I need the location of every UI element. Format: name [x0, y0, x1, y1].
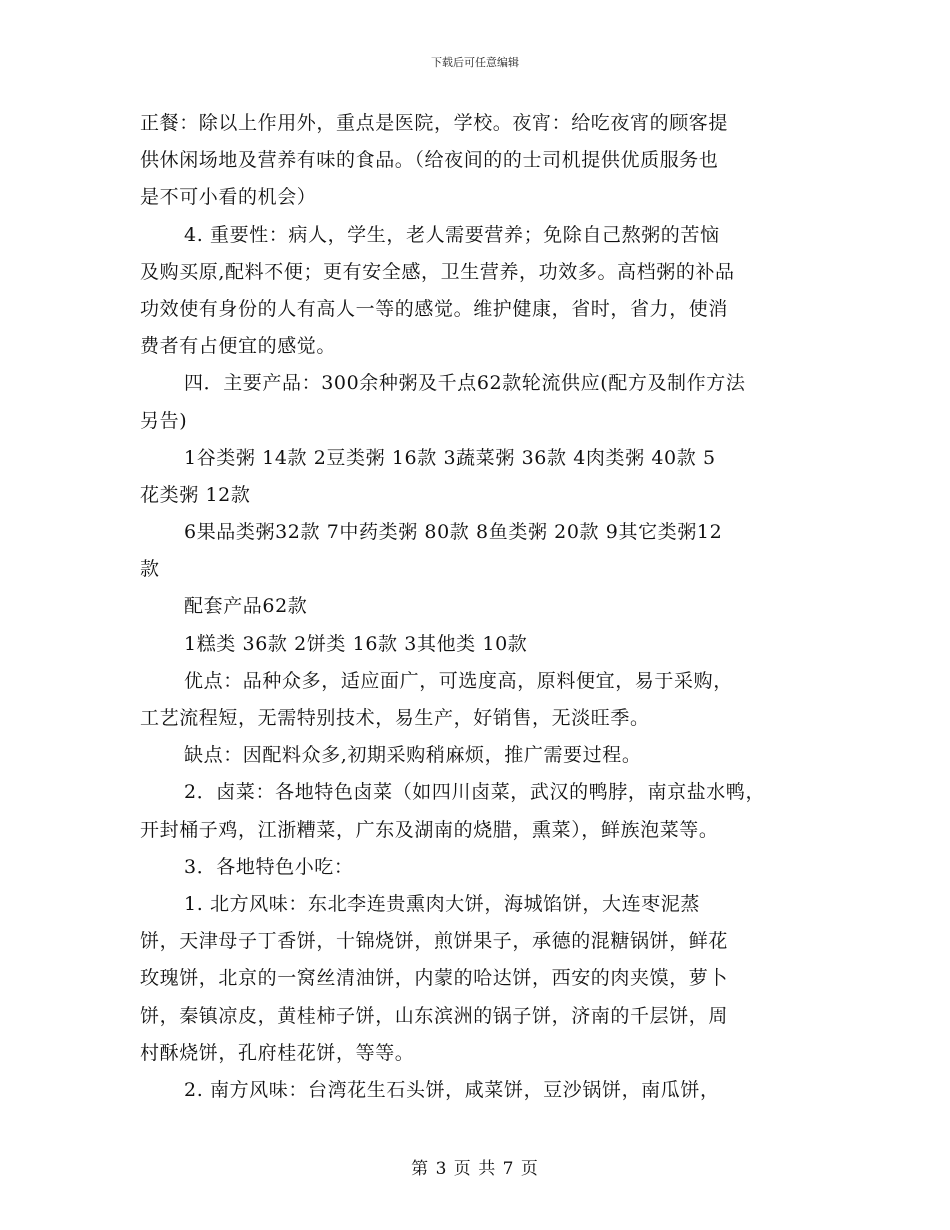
page-header: 下载后可任意编辑 — [431, 56, 519, 69]
text-line: 款 — [140, 558, 160, 581]
text-line: 玫瑰饼，北京的一窝丝清油饼，内蒙的哈达饼，西安的肉夹馍，萝卜 — [140, 967, 729, 990]
text-line: 另告) — [140, 409, 188, 432]
text-line: 优点：品种众多，适应面广，可选度高，原料便宜，易于采购， — [184, 669, 733, 692]
text-line: 缺点：因配料众多,初期采购稍麻烦，推广需要过程。 — [184, 744, 642, 767]
text-line: 1谷类粥 14款 2豆类粥 16款 3蔬菜粥 36款 4肉类粥 40款 5 — [184, 446, 716, 469]
text-line: 1糕类 36款 2饼类 16款 3其他类 10款 — [184, 632, 528, 655]
text-line: 四．主要产品：300余种粥及千点62款轮流供应(配方及制作方法 — [184, 372, 746, 395]
text-line: 2. 南方风味：台湾花生石头饼，咸菜饼，豆沙锅饼，南瓜饼， — [184, 1078, 720, 1101]
text-line: 2．卤菜：各地特色卤菜（如四川卤菜，武汉的鸭脖，南京盐水鸭， — [184, 781, 766, 804]
page-number-footer: 第 3 页 共 7 页 — [411, 1159, 539, 1179]
text-line: 配套产品62款 — [184, 595, 308, 618]
text-line: 村酥烧饼，孔府桂花饼，等等。 — [140, 1041, 415, 1064]
text-line: 1. 北方风味：东北李连贵熏肉大饼，海城馅饼，大连枣泥蒸 — [184, 892, 700, 915]
text-line: 工艺流程短，无需特别技术，易生产，好销售，无淡旺季。 — [140, 707, 650, 729]
text-line: 及购买原,配料不便；更有安全感，卫生营养，功效多。高档粥的补品 — [140, 260, 735, 283]
text-line: 6果品类粥32款 7中药类粥 80款 8鱼类粥 20款 9其它类粥12 — [184, 521, 723, 544]
text-line: 功效使有身份的人有高人一等的感觉。维护健康，省时，省力，使消 — [140, 297, 729, 320]
text-line: 花类粥 12款 — [140, 483, 251, 506]
text-line: 3．各地特色小吃： — [184, 855, 354, 878]
text-line: 是不可小看的机会） — [140, 186, 317, 209]
text-line: 正餐：除以上作用外，重点是医院，学校。夜宵：给吃夜宵的顾客提 — [140, 112, 729, 134]
text-line: 饼，秦镇凉皮，黄桂柿子饼，山东滨洲的锅子饼，济南的千层饼，周 — [140, 1004, 729, 1027]
text-line: 费者有占便宜的感觉。 — [140, 335, 337, 358]
text-line: 4. 重要性：病人，学生，老人需要营养；免除自己熬粥的苦恼 — [184, 223, 720, 246]
document-body — [140, 105, 820, 1109]
text-line: 开封桶子鸡，江浙糟菜，广东及湖南的烧腊，熏菜），鲜族泡菜等。 — [140, 818, 719, 841]
text-line: 供休闲场地及营养有味的食品。（给夜间的的士司机提供优质服务也 — [140, 149, 719, 172]
text-line: 饼，天津母子丁香饼，十锦烧饼，煎饼果子，承德的混糖锅饼，鲜花 — [140, 930, 729, 953]
